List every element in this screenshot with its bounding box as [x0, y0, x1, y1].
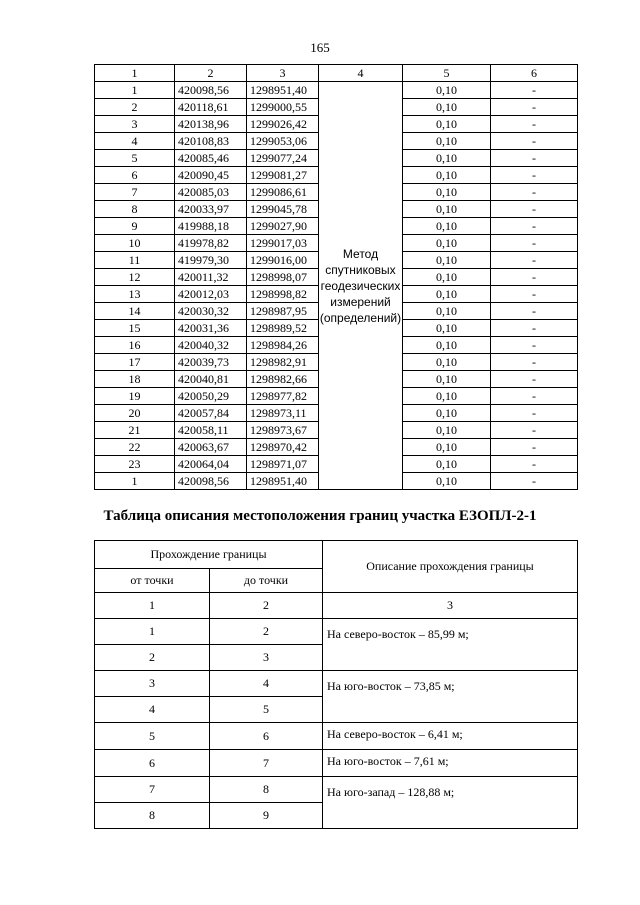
accuracy: 0,10: [403, 235, 491, 252]
coord-note: -: [491, 473, 578, 490]
coord-note: -: [491, 456, 578, 473]
bounds-row: [95, 619, 578, 645]
point-number: 8: [95, 201, 175, 218]
point-number: 15: [95, 320, 175, 337]
coord-note: -: [491, 286, 578, 303]
point-number: 19: [95, 388, 175, 405]
to-point: 6: [210, 723, 323, 750]
accuracy: 0,10: [403, 286, 491, 303]
coord-y: 1299026,42: [247, 116, 319, 133]
accuracy: 0,10: [403, 252, 491, 269]
coord-x: 420057,84: [175, 405, 247, 422]
accuracy: 0,10: [403, 167, 491, 184]
coord-x: 420012,03: [175, 286, 247, 303]
accuracy: 0,10: [403, 133, 491, 150]
coord-note: -: [491, 218, 578, 235]
coord-note: -: [491, 337, 578, 354]
coordinates-header-row: [95, 65, 578, 82]
to-point: 7: [210, 750, 323, 777]
coord-x: 420085,46: [175, 150, 247, 167]
to-point: 3: [210, 645, 323, 671]
boundary-description: На юго-восток – 7,61 м;: [323, 750, 578, 777]
coord-x: 420108,83: [175, 133, 247, 150]
coord-x: 420090,45: [175, 167, 247, 184]
accuracy: 0,10: [403, 184, 491, 201]
coord-x: 420050,29: [175, 388, 247, 405]
accuracy: 0,10: [403, 201, 491, 218]
coord-y: 1299000,55: [247, 99, 319, 116]
coord-note: -: [491, 354, 578, 371]
accuracy: 0,10: [403, 150, 491, 167]
coord-note: -: [491, 133, 578, 150]
point-number: 14: [95, 303, 175, 320]
boundary-description: На юго-запад – 128,88 м;: [323, 777, 578, 829]
coord-y: 1298989,52: [247, 320, 319, 337]
coord-y: 1298998,07: [247, 269, 319, 286]
accuracy: 0,10: [403, 218, 491, 235]
coord-y: 1298951,40: [247, 82, 319, 99]
coord-y: 1299086,61: [247, 184, 319, 201]
coord-x: 420033,97: [175, 201, 247, 218]
coord-y: 1299027,90: [247, 218, 319, 235]
accuracy: 0,10: [403, 116, 491, 133]
page-number: 165: [310, 40, 330, 55]
coord-header-1: 1: [95, 65, 175, 82]
section-title: Таблица описания местоположения границ участка ЕЗОПЛ-2-1: [103, 508, 537, 524]
coordinates-table: [94, 64, 578, 490]
coord-y: 1299016,00: [247, 252, 319, 269]
accuracy: 0,10: [403, 439, 491, 456]
point-number: 21: [95, 422, 175, 439]
coord-note: -: [491, 201, 578, 218]
coord-y: 1298984,26: [247, 337, 319, 354]
accuracy: 0,10: [403, 456, 491, 473]
coord-y: 1299077,24: [247, 150, 319, 167]
coord-note: -: [491, 82, 578, 99]
accuracy: 0,10: [403, 337, 491, 354]
point-number: 1: [95, 473, 175, 490]
numbering-3: 3: [323, 593, 578, 619]
coord-note: -: [491, 150, 578, 167]
point-number: 10: [95, 235, 175, 252]
coord-y: 1298951,40: [247, 473, 319, 490]
coord-note: -: [491, 99, 578, 116]
coord-x: 419988,18: [175, 218, 247, 235]
coord-x: 420098,56: [175, 473, 247, 490]
header-to: до точки: [210, 569, 323, 593]
coord-x: 420040,81: [175, 371, 247, 388]
accuracy: 0,10: [403, 354, 491, 371]
coord-x: 419978,82: [175, 235, 247, 252]
point-number: 17: [95, 354, 175, 371]
header-description: Описание прохождения границы: [323, 541, 578, 593]
from-point: 6: [95, 750, 210, 777]
coord-note: -: [491, 167, 578, 184]
coord-y: 1298982,66: [247, 371, 319, 388]
header-passage: Прохождение границы: [95, 541, 323, 569]
point-number: 23: [95, 456, 175, 473]
accuracy: 0,10: [403, 405, 491, 422]
coord-note: -: [491, 422, 578, 439]
coord-y: 1299017,03: [247, 235, 319, 252]
coord-x: 420058,11: [175, 422, 247, 439]
method-line: измерений: [330, 294, 391, 309]
coord-x: 420118,61: [175, 99, 247, 116]
from-point: 2: [95, 645, 210, 671]
accuracy: 0,10: [403, 99, 491, 116]
point-number: 7: [95, 184, 175, 201]
point-number: 18: [95, 371, 175, 388]
coord-y: 1299081,27: [247, 167, 319, 184]
accuracy: 0,10: [403, 269, 491, 286]
coord-header-4: 4: [319, 65, 403, 82]
bounds-row: [95, 723, 578, 750]
coord-note: -: [491, 320, 578, 337]
coord-x: 420039,73: [175, 354, 247, 371]
boundary-description: На северо-восток – 6,41 м;: [323, 723, 578, 750]
method-line: (определений): [319, 310, 402, 325]
coord-x: 420030,32: [175, 303, 247, 320]
coord-y: 1298971,07: [247, 456, 319, 473]
coord-x: 420040,32: [175, 337, 247, 354]
from-point: 3: [95, 671, 210, 697]
bounds-row: [95, 777, 578, 803]
coord-y: 1299045,78: [247, 201, 319, 218]
coord-y: 1298987,95: [247, 303, 319, 320]
coord-note: -: [491, 184, 578, 201]
bounds-header-row: [95, 541, 578, 569]
point-number: 16: [95, 337, 175, 354]
coord-row: [95, 82, 578, 99]
coord-y: 1298982,91: [247, 354, 319, 371]
bounds-numbering-row: [95, 593, 578, 619]
coord-note: -: [491, 371, 578, 388]
point-number: 13: [95, 286, 175, 303]
method-line: геодезических: [320, 278, 401, 293]
coord-header-6: 6: [491, 65, 578, 82]
coord-header-5: 5: [403, 65, 491, 82]
accuracy: 0,10: [403, 82, 491, 99]
coord-note: -: [491, 269, 578, 286]
coord-y: 1298973,11: [247, 405, 319, 422]
coord-note: -: [491, 405, 578, 422]
coord-y: 1298998,82: [247, 286, 319, 303]
boundary-description-table: [94, 540, 578, 829]
accuracy: 0,10: [403, 422, 491, 439]
to-point: 8: [210, 777, 323, 803]
accuracy: 0,10: [403, 388, 491, 405]
accuracy: 0,10: [403, 303, 491, 320]
from-point: 7: [95, 777, 210, 803]
point-number: 20: [95, 405, 175, 422]
from-point: 4: [95, 697, 210, 723]
numbering-1: 1: [95, 593, 210, 619]
coord-y: 1298977,82: [247, 388, 319, 405]
point-number: 4: [95, 133, 175, 150]
coord-x: 420098,56: [175, 82, 247, 99]
boundary-description: На северо-восток – 85,99 м;: [323, 619, 578, 671]
coord-note: -: [491, 252, 578, 269]
point-number: 3: [95, 116, 175, 133]
coord-note: -: [491, 439, 578, 456]
from-point: 8: [95, 803, 210, 829]
coord-header-3: 3: [247, 65, 319, 82]
bounds-row: [95, 671, 578, 697]
point-number: 12: [95, 269, 175, 286]
numbering-2: 2: [210, 593, 323, 619]
from-point: 5: [95, 723, 210, 750]
coord-x: 420011,32: [175, 269, 247, 286]
point-number: 5: [95, 150, 175, 167]
to-point: 4: [210, 671, 323, 697]
coord-note: -: [491, 388, 578, 405]
point-number: 22: [95, 439, 175, 456]
coord-y: 1298973,67: [247, 422, 319, 439]
point-number: 9: [95, 218, 175, 235]
coord-x: 419979,30: [175, 252, 247, 269]
coord-note: -: [491, 235, 578, 252]
boundary-description: На юго-восток – 73,85 м;: [323, 671, 578, 723]
accuracy: 0,10: [403, 320, 491, 337]
accuracy: 0,10: [403, 371, 491, 388]
coord-x: 420138,96: [175, 116, 247, 133]
coord-note: -: [491, 303, 578, 320]
point-number: 2: [95, 99, 175, 116]
accuracy: 0,10: [403, 473, 491, 490]
coord-x: 420031,36: [175, 320, 247, 337]
coord-header-2: 2: [175, 65, 247, 82]
bounds-row: [95, 750, 578, 777]
header-from: от точки: [95, 569, 210, 593]
method-line: Метод: [342, 246, 379, 261]
method-cell: [319, 82, 403, 490]
from-point: 1: [95, 619, 210, 645]
coord-x: 420085,03: [175, 184, 247, 201]
method-line: спутниковых: [325, 262, 396, 277]
coord-x: 420064,04: [175, 456, 247, 473]
coord-y: 1299053,06: [247, 133, 319, 150]
to-point: 2: [210, 619, 323, 645]
point-number: 11: [95, 252, 175, 269]
coord-x: 420063,67: [175, 439, 247, 456]
point-number: 6: [95, 167, 175, 184]
point-number: 1: [95, 82, 175, 99]
to-point: 9: [210, 803, 323, 829]
coord-note: -: [491, 116, 578, 133]
to-point: 5: [210, 697, 323, 723]
coord-y: 1298970,42: [247, 439, 319, 456]
